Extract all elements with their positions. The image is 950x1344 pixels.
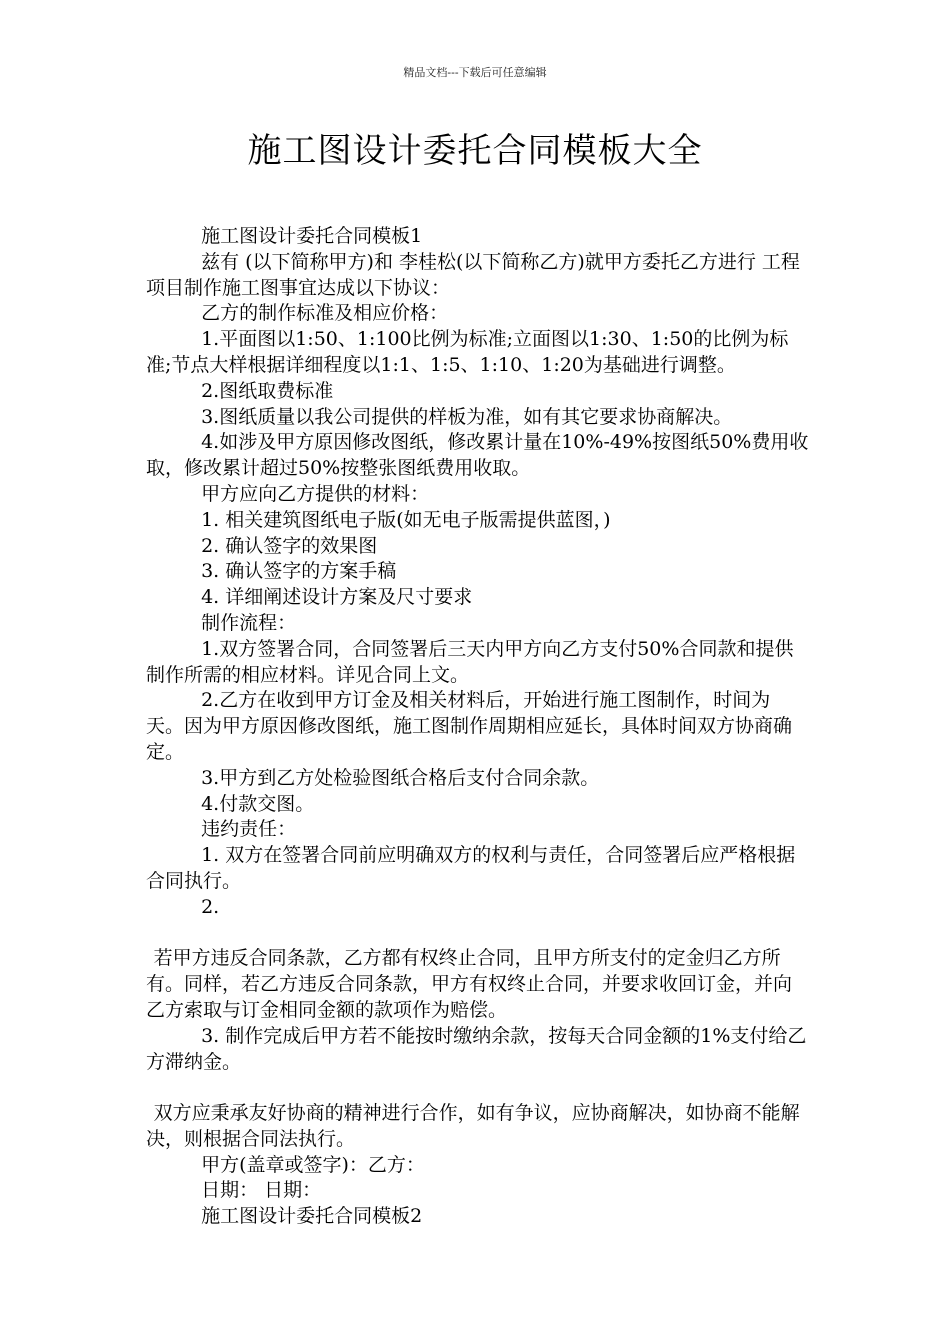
paragraph-liability-2-number: 2. bbox=[201, 895, 220, 918]
paragraph-liability-2: 若甲方违反合同条款，乙方都有权终止合同，且甲方所支付的定金归乙方所有。同样，若乙方违反合同条款，甲方有权终止合同，并要求收回订金，并向乙方索取与订金相同金额的款项作为赔偿。 bbox=[146, 947, 793, 1021]
paragraph-template-heading: 施工图设计委托合同模板1 bbox=[201, 225, 423, 247]
paragraph-standards-heading: 乙方的制作标准及相应价格： bbox=[201, 302, 449, 325]
paragraph-process-heading: 制作流程： bbox=[201, 611, 297, 634]
paragraph-date: 日期： 日期： bbox=[201, 1179, 322, 1202]
paragraph-process-3: 3.甲方到乙方处检验图纸合格后支付合同余款。 bbox=[201, 766, 600, 789]
document-title: 施工图设计委托合同模板大全 bbox=[247, 131, 703, 171]
paragraph-signature: 甲方(盖章或签字)：乙方： bbox=[201, 1153, 425, 1176]
document-body bbox=[146, 224, 810, 1230]
paragraph-liability-1: 1. 双方在签署合同前应明确双方的权利与责任，合同签署后应严格根据合同执行。 bbox=[146, 844, 796, 892]
paragraph-liability-heading: 违约责任： bbox=[201, 818, 297, 841]
page-header: 精品文档---下载后可任意编辑 bbox=[403, 66, 547, 79]
paragraph-materials-heading: 甲方应向乙方提供的材料： bbox=[201, 482, 430, 505]
paragraph-material-2: 2. 确认签字的效果图 bbox=[201, 534, 378, 557]
paragraph-intro: 兹有 (以下简称甲方)和 李桂松(以下简称乙方)就甲方委托乙方进行 工程项目制作施工图事宜达成以下协议： bbox=[146, 250, 800, 299]
paragraph-process-1: 1.双方签署合同，合同签署后三天内甲方向乙方支付50%合同款和提供制作所需的相应材料。详见合同上文。 bbox=[146, 637, 794, 686]
paragraph-dispute: 双方应秉承友好协商的精神进行合作，如有争议，应协商解决，如协商不能解决，则根据合同法执行。 bbox=[146, 1102, 800, 1150]
paragraph-material-1: 1. 相关建筑图纸电子版(如无电子版需提供蓝图，) bbox=[201, 508, 611, 531]
paragraph-liability-3: 3. 制作完成后甲方若不能按时缴纳余款，按每天合同金额的1%支付给乙方滞纳金。 bbox=[146, 1024, 807, 1073]
paragraph-material-4: 4. 详细阐述设计方案及尺寸要求 bbox=[201, 586, 473, 609]
paragraph-process-2: 2.乙方在收到甲方订金及相关材料后，开始进行施工图制作，时间为 天。因为甲方原因修改图纸，施工图制作周期相应延长，具体时间双方协商确定。 bbox=[146, 689, 793, 763]
paragraph-standard-2: 2.图纸取费标准 bbox=[201, 379, 334, 402]
paragraph-material-3: 3. 确认签字的方案手稿 bbox=[201, 560, 397, 583]
paragraph-standard-4: 4.如涉及甲方原因修改图纸，修改累计量在10%-49%按图纸50%费用收取，修改累计超过50%按整张图纸费用收取。 bbox=[146, 431, 809, 480]
paragraph-template-2-heading: 施工图设计委托合同模板2 bbox=[201, 1205, 423, 1228]
paragraph-standard-3: 3.图纸质量以我公司提供的样板为准，如有其它要求协商解决。 bbox=[201, 405, 733, 428]
paragraph-process-4: 4.付款交图。 bbox=[201, 792, 315, 815]
paragraph-standard-1: 1.平面图以1:50、1:100比例为标准;立面图以1:30、1:50的比例为标准;节点大样根据详细程度以1:1、1:5、1:10、1:20为基础进行调整。 bbox=[146, 328, 789, 376]
